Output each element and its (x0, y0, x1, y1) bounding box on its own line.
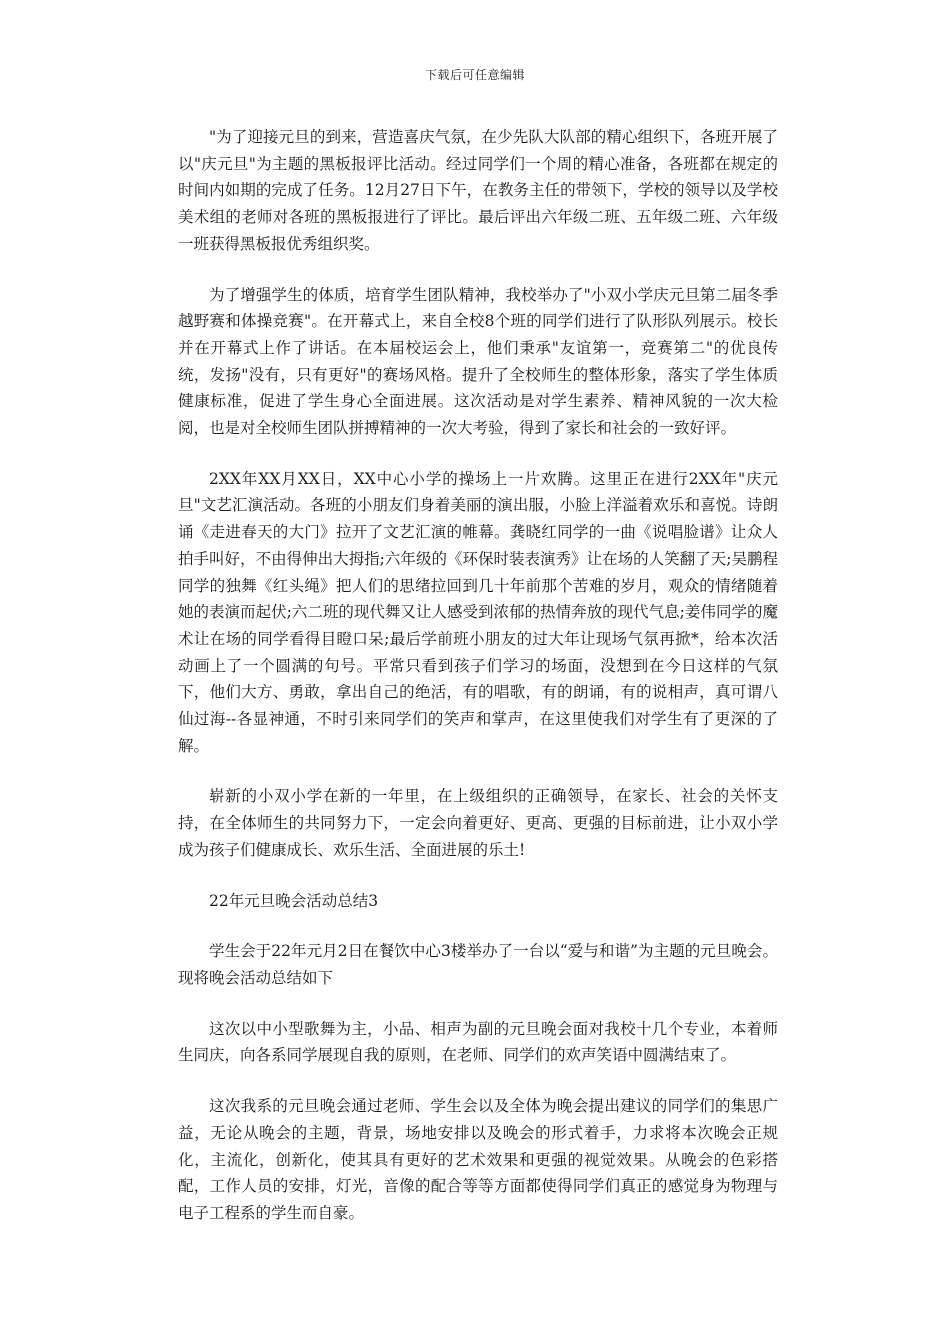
paragraph-sports-event: 为了增强学生的体质，培育学生团队精神，我校举办了"小双小学庆元旦第二届冬季越野赛和体操竞赛"。在开幕式上，来自全校8个班的同学们进行了队形队列展示。校长并在开幕式上作了讲话。在本届校运会上，他们秉承"友谊第一，竞赛第二"的优良传统，发扬"没有，只有更好"的赛场风格。提升了全校师生的整体形象，落实了学生体质健康标准，促进了学生身心全面进展。这次活动是对学生素养、精神风貌的一次大检阅，也是对全校师生团队拼搏精神的一次大考验，得到了家长和社会的一致好评。 (178, 285, 778, 438)
document-body (178, 124, 778, 1251)
section-heading: 22年元旦晚会活动总结3 (209, 891, 379, 910)
paragraph-art-show: 2XX年XX月XX日，XX中心小学的操场上一片欢腾。这里正在进行2XX年"庆元旦"文艺汇演活动。各班的小朋友们身着美丽的演出服，小脸上洋溢着欢乐和喜悦。诗朗诵《走进春天的大门》拉开了文艺汇演的帷幕。龚晓红同学的一曲《说唱脸谱》让众人拍手叫好，不由得伸出大拇指;六年级的《环保时装表演秀》让在场的人笑翻了天;吴鹏程同学的独舞《红头绳》把人们的思绪拉回到几十年前那个苦难的岁月，观众的情绪随着她的表演而起伏;六二班的现代舞又让人感受到浓郁的热情奔放的现代气息;姜伟同学的魔术让在场的同学看得目瞪口呆;最后学前班小朋友的过大年让现场气氛再掀*，给本次活动画上了一个圆满的句号。平常只看到孩子们学习的场面，没想到在今日这样的气氛下，他们大方、勇敢，拿出自己的绝活，有的唱歌，有的朗诵，有的说相声，真可谓八仙过海--各显神通，不时引来同学们的笑声和掌声，在这里使我们对学生有了更深的了解。 (178, 469, 778, 755)
paragraph-gala-summary: 这次我系的元旦晚会通过老师、学生会以及全体为晚会提出建议的同学们的集思广益，无论从晚会的主题，背景，场地安排以及晚会的形式着手，力求将本次晚会正规化，主流化，创新化，使其具有更好的艺术效果和更强的视觉效果。从晚会的色彩搭配，工作人员的安排，灯光，音像的配合等等方面都使得同学们真正的感觉身为物理与电子工程系的学生而自豪。 (178, 1097, 778, 1222)
paragraph-gala-intro: 学生会于22年元月2日在餐饮中心3楼举办了一台以“爱与和谐”为主题的元旦晚会。现将晚会活动总结如下 (178, 942, 778, 987)
page-header-note: 下载后可任意编辑 (424, 68, 525, 82)
paragraph-blackboard-contest: "为了迎接元旦的到来，营造喜庆气氛，在少先队大队部的精心组织下，各班开展了以"庆元旦"为主题的黑板报评比活动。经过同学们一个周的精心准备，各班都在规定的时间内如期的完成了任务。12月27日下午，在教务主任的带领下，学校的领导以及学校美术组的老师对各班的黑板报进行了评比。最后评出六年级二班、五年级二班、六年级一班获得黑板报优秀组织奖。 (178, 128, 778, 253)
paragraph-closing: 崭新的小双小学在新的一年里，在上级组织的正确领导，在家长、社会的关怀支持，在全体师生的共同努力下，一定会向着更好、更高、更强的目标前进，让小双小学成为孩子们健康成长、欢乐生活、全面进展的乐土! (178, 787, 778, 859)
paragraph-gala-program: 这次以中小型歌舞为主，小品、相声为副的元旦晚会面对我校十几个专业，本着师生同庆，向各系同学展现自我的原则，在老师、同学们的欢声笑语中圆满结束了。 (178, 1019, 778, 1065)
